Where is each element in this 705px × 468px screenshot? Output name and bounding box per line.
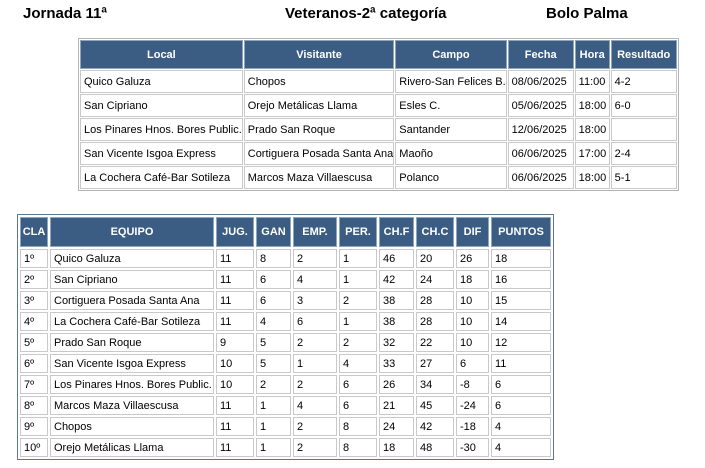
match-cell: 18:00	[575, 94, 610, 117]
standing-cell: 9	[216, 333, 254, 352]
match-cell: 4-2	[611, 70, 677, 93]
match-cell: Orejo Metálicas Llama	[244, 94, 395, 117]
standing-cell: 14	[491, 312, 551, 331]
standing-cell: 2	[293, 375, 337, 394]
standing-cell: 10	[456, 312, 489, 331]
standing-cell: 38	[379, 312, 414, 331]
standing-cell: 42	[416, 417, 454, 436]
standing-cell: 1	[256, 396, 291, 415]
standing-cell: 11	[216, 438, 254, 457]
standings-header-row	[20, 217, 551, 247]
standing-cell: 18	[456, 270, 489, 289]
standing-cell: San Cipriano	[50, 270, 214, 289]
standing-cell: 6º	[20, 354, 48, 373]
matches-header-row	[80, 40, 677, 69]
standing-cell: 42	[379, 270, 414, 289]
standing-cell: 2	[293, 438, 337, 457]
match-cell: Esles C.	[395, 94, 506, 117]
match-cell: 11:00	[575, 70, 610, 93]
standing-cell: 4	[491, 438, 551, 457]
match-cell: Cortiguera Posada Santa Ana	[244, 142, 395, 165]
match-cell: Rivero-San Felices B.	[395, 70, 506, 93]
match-row	[80, 142, 677, 165]
standing-cell: 15	[491, 291, 551, 310]
standing-cell: 24	[416, 270, 454, 289]
standing-column-header: CLA	[20, 217, 48, 247]
standing-cell: 6	[293, 312, 337, 331]
standing-cell: Quico Galuza	[50, 249, 214, 268]
standing-cell: 1º	[20, 249, 48, 268]
standing-row	[20, 354, 551, 373]
match-cell: 18:00	[575, 118, 610, 141]
match-cell	[611, 118, 677, 141]
standing-cell: 5	[256, 354, 291, 373]
standing-column-header: CH.F	[379, 217, 414, 247]
standing-cell: 6	[256, 270, 291, 289]
standing-cell: -18	[456, 417, 489, 436]
standing-cell: 20	[416, 249, 454, 268]
standing-column-header: CH.C	[416, 217, 454, 247]
standing-cell: 28	[416, 291, 454, 310]
match-column-header: Fecha	[508, 40, 574, 69]
standing-cell: 16	[491, 270, 551, 289]
standing-cell: 9º	[20, 417, 48, 436]
standing-cell: 28	[416, 312, 454, 331]
standing-cell: 2	[256, 375, 291, 394]
standing-row	[20, 270, 551, 289]
standing-cell: -24	[456, 396, 489, 415]
match-cell: Marcos Maza Villaescusa	[244, 166, 395, 189]
standing-cell: 34	[416, 375, 454, 394]
standing-cell: 12	[491, 333, 551, 352]
standing-row	[20, 438, 551, 457]
standing-cell: 8	[256, 249, 291, 268]
match-cell: 2-4	[611, 142, 677, 165]
standing-cell: 22	[416, 333, 454, 352]
match-cell: 08/06/2025	[508, 70, 574, 93]
standings-table	[17, 214, 554, 460]
standing-cell: 18	[491, 249, 551, 268]
sport-title: Bolo Palma	[546, 5, 628, 22]
standing-cell: 11	[216, 417, 254, 436]
standing-cell: 26	[456, 249, 489, 268]
standing-cell: Cortiguera Posada Santa Ana	[50, 291, 214, 310]
match-cell: 12/06/2025	[508, 118, 574, 141]
match-cell: 6-0	[611, 94, 677, 117]
match-cell: Santander	[395, 118, 506, 141]
standing-cell: -8	[456, 375, 489, 394]
standing-row	[20, 333, 551, 352]
match-cell: Chopos	[244, 70, 395, 93]
standing-cell: -30	[456, 438, 489, 457]
standing-cell: 26	[379, 375, 414, 394]
match-column-header: Campo	[395, 40, 506, 69]
standing-cell: 11	[216, 396, 254, 415]
match-cell: Prado San Roque	[244, 118, 395, 141]
standing-cell: 1	[339, 270, 377, 289]
standing-cell: 4	[293, 396, 337, 415]
standing-cell: 11	[491, 354, 551, 373]
standing-cell: Orejo Metálicas Llama	[50, 438, 214, 457]
standing-cell: 5	[256, 333, 291, 352]
standing-cell: 46	[379, 249, 414, 268]
standing-cell: 8	[339, 438, 377, 457]
match-column-header: Visitante	[244, 40, 395, 69]
match-cell: 06/06/2025	[508, 142, 574, 165]
standing-column-header: EQUIPO	[50, 217, 214, 247]
standing-cell: 3	[293, 291, 337, 310]
match-cell: 5-1	[611, 166, 677, 189]
standing-cell: 2	[293, 249, 337, 268]
standing-cell: Chopos	[50, 417, 214, 436]
match-column-header: Hora	[575, 40, 610, 69]
standing-cell: 6	[491, 396, 551, 415]
match-cell: 18:00	[575, 166, 610, 189]
standing-cell: 4	[293, 270, 337, 289]
standing-cell: 2	[339, 333, 377, 352]
standing-row	[20, 417, 551, 436]
standing-cell: San Vicente Isgoa Express	[50, 354, 214, 373]
standing-column-header: PUNTOS	[491, 217, 551, 247]
standing-cell: 3º	[20, 291, 48, 310]
match-row	[80, 94, 677, 117]
match-cell: 17:00	[575, 142, 610, 165]
round-title: Jornada 11ª	[23, 5, 107, 22]
standing-cell: 11	[216, 270, 254, 289]
standing-cell: 6	[491, 375, 551, 394]
standing-cell: 8	[339, 417, 377, 436]
match-row	[80, 118, 677, 141]
standing-column-header: JUG.	[216, 217, 254, 247]
standing-cell: 6	[256, 291, 291, 310]
standing-cell: 10	[456, 333, 489, 352]
standing-cell: Marcos Maza Villaescusa	[50, 396, 214, 415]
standing-row	[20, 396, 551, 415]
standing-cell: 24	[379, 417, 414, 436]
match-cell: San Vicente Isgoa Express	[80, 142, 243, 165]
match-row	[80, 70, 677, 93]
match-cell: La Cochera Café-Bar Sotileza	[80, 166, 243, 189]
match-cell: Polanco	[395, 166, 506, 189]
standing-row	[20, 375, 551, 394]
standing-cell: 38	[379, 291, 414, 310]
standing-cell: 6	[456, 354, 489, 373]
match-cell: Maoño	[395, 142, 506, 165]
standing-cell: 5º	[20, 333, 48, 352]
standing-cell: 10	[216, 375, 254, 394]
standing-cell: 2	[293, 333, 337, 352]
standing-cell: 2	[293, 417, 337, 436]
match-row	[80, 166, 677, 189]
standing-cell: 4	[339, 354, 377, 373]
standing-cell: 27	[416, 354, 454, 373]
match-cell: 06/06/2025	[508, 166, 574, 189]
standing-cell: 1	[256, 417, 291, 436]
standing-column-header: PER.	[339, 217, 377, 247]
standing-cell: 6	[339, 375, 377, 394]
match-column-header: Resultado	[611, 40, 677, 69]
standing-cell: 11	[216, 249, 254, 268]
standing-cell: 4	[256, 312, 291, 331]
standing-cell: 1	[339, 249, 377, 268]
standing-cell: 10	[456, 291, 489, 310]
match-column-header: Local	[80, 40, 243, 69]
standing-row	[20, 291, 551, 310]
standing-cell: 48	[416, 438, 454, 457]
standing-cell: 11	[216, 291, 254, 310]
standing-cell: 45	[416, 396, 454, 415]
standing-cell: 33	[379, 354, 414, 373]
standing-cell: 10º	[20, 438, 48, 457]
standing-cell: 7º	[20, 375, 48, 394]
standing-cell: 10	[216, 354, 254, 373]
standing-cell: 4º	[20, 312, 48, 331]
matches-table	[78, 38, 679, 191]
standing-column-header: EMP.	[293, 217, 337, 247]
standing-cell: 6	[339, 396, 377, 415]
standing-cell: 2º	[20, 270, 48, 289]
standing-cell: 21	[379, 396, 414, 415]
standing-cell: 1	[339, 312, 377, 331]
standing-cell: 1	[256, 438, 291, 457]
match-cell: Quico Galuza	[80, 70, 243, 93]
standing-row	[20, 312, 551, 331]
standing-cell: La Cochera Café-Bar Sotileza	[50, 312, 214, 331]
standing-column-header: GAN	[256, 217, 291, 247]
standing-cell: 18	[379, 438, 414, 457]
standing-cell: 1	[293, 354, 337, 373]
standing-column-header: DIF	[456, 217, 489, 247]
match-cell: 05/06/2025	[508, 94, 574, 117]
standing-cell: 32	[379, 333, 414, 352]
standing-cell: 4	[491, 417, 551, 436]
standing-row	[20, 249, 551, 268]
match-cell: San Cipriano	[80, 94, 243, 117]
standing-cell: 11	[216, 312, 254, 331]
standing-cell: 8º	[20, 396, 48, 415]
standing-cell: Los Pinares Hnos. Bores Public.	[50, 375, 214, 394]
category-title: Veteranos-2ª categoría	[285, 5, 447, 22]
standing-cell: Prado San Roque	[50, 333, 214, 352]
standing-cell: 2	[339, 291, 377, 310]
match-cell: Los Pinares Hnos. Bores Public.	[80, 118, 243, 141]
